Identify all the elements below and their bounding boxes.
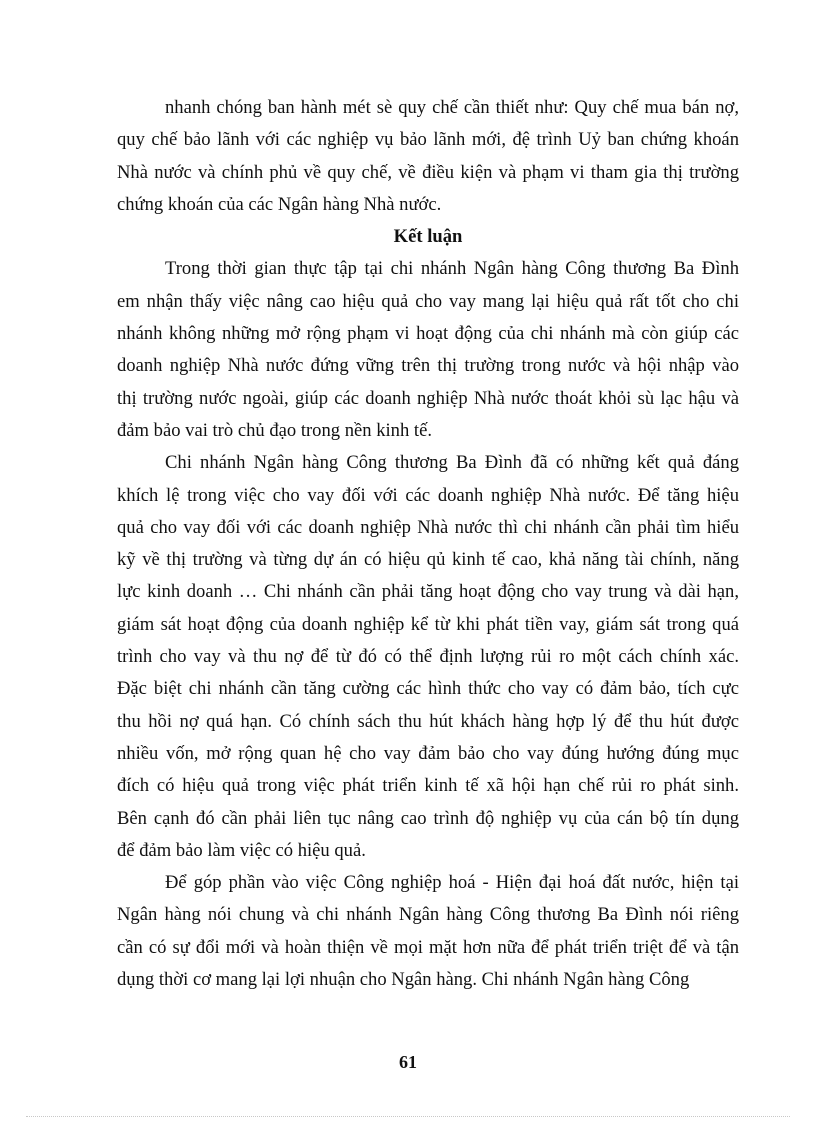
text-line: Ngân hàng nói chung và chi nhánh Ngân hàng Công thương Ba Đình nói riêng [117,904,739,926]
paragraph-internship [117,253,739,447]
text-line: Trong thời gian thực tập tại chi nhánh Ngân hàng Công thương Ba Đình [165,258,739,280]
text-line: để đảm bảo làm việc có hiệu quả. [117,839,366,861]
text-line: Chi nhánh Ngân hàng Công thương Ba Đình đã có những kết quả đáng [165,452,739,474]
text-line: cần có sự đổi mới và hoàn thiện về mọi mặt hơn nữa để phát triển triệt để và tận [117,936,739,958]
page-body [117,92,739,996]
section-heading: Kết luận [393,226,463,248]
intro-paragraph [117,92,739,221]
text-line: chứng khoán của các Ngân hàng Nhà nước. [117,193,442,215]
text-line: doanh nghiệp Nhà nước đứng vững trên thị trường trong nước và hội nhập vào [117,355,739,377]
text-line: thị trường nước ngoài, giúp các doanh nghiệp Nhà nước thoát khỏi sù lạc hậu và [117,387,739,409]
text-line: nhanh chóng ban hành mét sè quy chế cần thiết như: Quy chế mua bán nợ, [165,97,739,118]
text-line: Nhà nước và chính phủ về quy chế, về điều kiện và phạm vi tham gia thị trường [117,161,739,183]
page-number: 61 [399,1052,417,1072]
text-line: nhánh không những mở rộng phạm vi hoạt động của chi nhánh mà còn giúp các [117,323,739,345]
paragraph-industrialization [117,867,739,996]
text-line: lực kinh doanh … Chi nhánh cần phải tăng hoạt động cho vay trung và dài hạn, [117,581,739,603]
text-line: Đặc biệt chi nhánh cần tăng cường các hình thức cho vay có đảm bảo, tích cực [117,678,739,700]
text-line: em nhận thấy việc nâng cao hiệu quả cho vay mang lại hiệu quả rất tốt cho chi [117,290,739,312]
text-line: khích lệ trong việc cho vay đối với các doanh nghiệp Nhà nước. Để tăng hiệu [117,484,739,506]
text-line: trình cho vay và thu nợ để từ đó có thể định lượng rủi ro một cách chính xác. [117,646,739,668]
paragraph-branch-results [117,447,739,867]
text-line: nhiều vốn, mở rộng quan hệ cho vay đảm bảo cho vay đúng hướng đúng mục [117,742,739,764]
text-line: quả cho vay đối với các doanh nghiệp Nhà nước thì chi nhánh cần phải tìm hiểu [117,516,739,538]
text-line: đích có hiệu quả trong việc phát triển kinh tế xã hội hạn chế rủi ro phát sinh. [117,775,739,797]
text-line: quy chế bảo lãnh với các nghiệp vụ bảo lãnh mới, đệ trình Uỷ ban chứng khoán [117,129,739,151]
text-line: giám sát hoạt động của doanh nghiệp kể từ khi phát tiền vay, giám sát trong quá [117,613,739,635]
text-line: kỹ về thị trường và từng dự án có hiệu qủ kinh tế cao, khả năng tài chính, năng [117,549,739,571]
text-line: dụng thời cơ mang lại lợi nhuận cho Ngân hàng. Chi nhánh Ngân hàng Công [117,969,690,991]
text-line: Bên cạnh đó cần phải liên tục nâng cao trình độ nghiệp vụ của cán bộ tín dụng [117,807,739,829]
text-line: Để góp phần vào việc Công nghiệp hoá - Hiện đại hoá đất nước, hiện tại [165,872,739,894]
text-line: đảm bảo vai trò chủ đạo trong nền kinh tế. [117,419,432,441]
text-line: thu hồi nợ quá hạn. Có chính sách thu hút khách hàng hợp lý để thu hút được [117,710,739,732]
page-divider [26,1116,790,1117]
